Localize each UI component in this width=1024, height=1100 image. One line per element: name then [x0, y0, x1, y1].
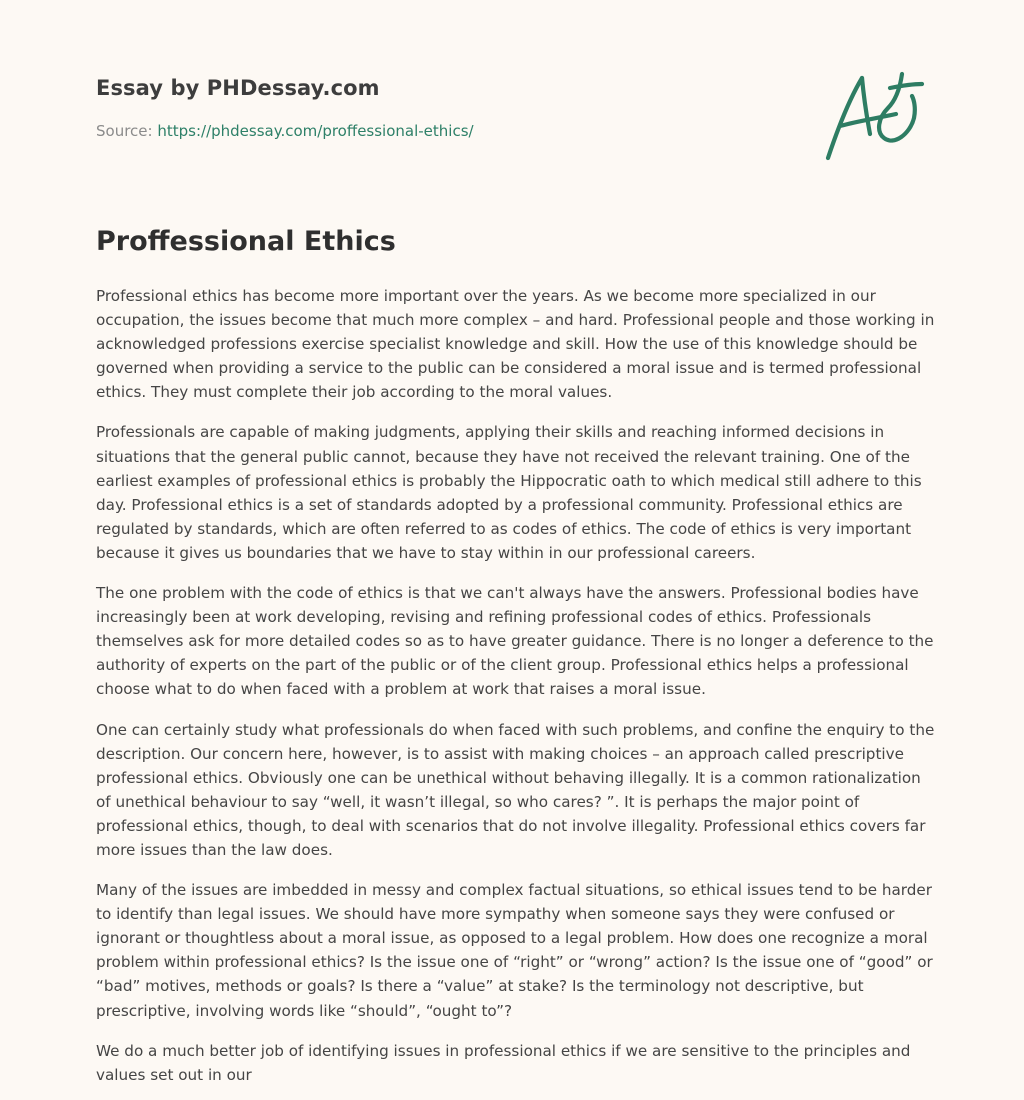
site-title: Essay by PHDessay.com	[96, 76, 380, 100]
a-plus-logo-icon	[818, 66, 930, 166]
source-link[interactable]: https://phdessay.com/proffessional-ethics/	[157, 122, 474, 140]
essay-paragraph: Professional ethics has become more important over the years. As we become more specialized in our occupation, the issues become that much more complex – and hard. Professional people and those working in acknowledged professions exercise specialist knowledge and skill. How the use of this knowledge should be governed when providing a service to the public can be considered a moral issue and is termed professional ethics. They must complete their job according to the moral values.	[96, 287, 935, 402]
essay-title: Proffessional Ethics	[96, 226, 396, 257]
essay-paragraph: One can certainly study what professionals do when faced with such problems, and confine the enquiry to the description. Our concern here, however, is to assist with making choices – an approach called prescriptive professional ethics. Obviously one can be unethical without behaving illegally. It is a common rationalization of unethical behaviour to say “well, it wasn’t illegal, so who cares? ”. It is perhaps the major point of professional ethics, though, to deal with scenarios that do not involve illegality. Professional ethics covers far more issues than the law does.	[96, 720, 935, 859]
essay-paragraph: Professionals are capable of making judgments, applying their skills and reaching informed decisions in situations that the general public cannot, because they have not received the relevant training. One of the earliest examples of professional ethics is probably the Hippocratic oath to which medical still adhere to this day. Professional ethics is a set of standards adopted by a professional community. Professional ethics are regulated by standards, which are often referred to as codes of ethics. The code of ethics is very important because it gives us boundaries that we have to stay within in our professional careers.	[96, 423, 922, 562]
source-label: Source:	[96, 122, 153, 140]
essay-body	[96, 284, 936, 1100]
source-line	[96, 122, 796, 140]
page-header	[96, 76, 796, 140]
essay-paragraph: The one problem with the code of ethics is that we can't always have the answers. Professional bodies have increasingly been at work developing, revising and refining professional codes of ethics. Professionals themselves ask for more detailed codes so as to have greater guidance. There is no longer a deference to the authority of experts on the part of the public or of the client group. Professional ethics helps a professional choose what to do when faced with a problem at work that raises a moral issue.	[96, 584, 934, 699]
essay-paragraph: Many of the issues are imbedded in messy and complex factual situations, so ethical issues tend to be harder to identify than legal issues. We should have more sympathy when someone says they were confused or ignorant or thoughtless about a moral issue, as opposed to a legal problem. How does one recognize a moral problem within professional ethics? Is the issue one of “right” or “wrong” action? Is the issue one of “good” or “bad” motives, methods or goals? Is there a “value” at stake? Is the terminology not descriptive, but prescriptive, involving words like “should”, “ought to”?	[96, 881, 933, 1020]
essay-paragraph: We do a much better job of identifying issues in professional ethics if we are sensitive to the principles and values set out in our	[96, 1041, 911, 1084]
